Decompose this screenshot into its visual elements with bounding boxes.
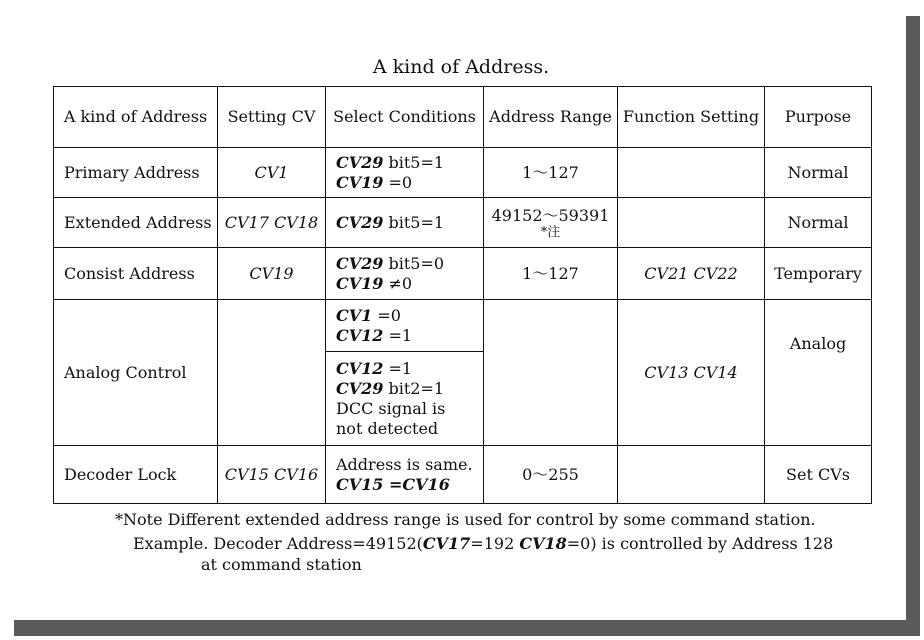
table-header-row <box>54 87 872 148</box>
consist-kind: Consist Address <box>54 248 218 300</box>
extended-kind: Extended Address <box>54 198 218 248</box>
primary-range: 1～127 <box>484 148 618 198</box>
extended-cv: CV17 CV18 <box>218 198 326 248</box>
lock-range: 0～255 <box>484 446 618 504</box>
primary-cv: CV1 <box>218 148 326 198</box>
page-title: A kind of Address. <box>372 56 550 78</box>
analog-range <box>484 300 618 446</box>
table-row <box>54 248 872 300</box>
note-line-3: at command station <box>201 555 362 574</box>
header-kind: A kind of Address <box>54 87 218 148</box>
consist-cv: CV19 <box>218 248 326 300</box>
table-row <box>54 300 872 352</box>
analog-kind: Analog Control <box>54 300 218 446</box>
primary-function <box>618 148 765 198</box>
table-row <box>54 446 872 504</box>
note-line-2: Example. Decoder Address=49152(CV17=192 CV18=0) is controlled by Address 128 <box>133 534 834 553</box>
extended-function <box>618 198 765 248</box>
analog-function: CV13 CV14 <box>618 300 765 446</box>
extended-purpose: Normal <box>765 198 872 248</box>
consist-range: 1～127 <box>484 248 618 300</box>
header-cv: Setting CV <box>218 87 326 148</box>
lock-purpose: Set CVs <box>765 446 872 504</box>
analog-conditions-a: CV1 =0 CV12 =1 <box>326 300 484 352</box>
primary-purpose: Normal <box>765 148 872 198</box>
table-row <box>54 148 872 198</box>
header-conditions: Select Conditions <box>326 87 484 148</box>
primary-conditions: CV29 bit5=1 CV19 =0 <box>326 148 484 198</box>
analog-conditions-b: CV12 =1 CV29 bit2=1 DCC signal is not detected <box>326 352 484 446</box>
header-purpose: Purpose <box>765 87 872 148</box>
primary-kind: Primary Address <box>54 148 218 198</box>
table-row <box>54 198 872 248</box>
consist-conditions: CV29 bit5=0 CV19 ≠0 <box>326 248 484 300</box>
lock-function <box>618 446 765 504</box>
consist-purpose: Temporary <box>765 248 872 300</box>
address-table <box>53 86 872 504</box>
analog-cv <box>218 300 326 446</box>
lock-kind: Decoder Lock <box>54 446 218 504</box>
consist-function: CV21 CV22 <box>618 248 765 300</box>
lock-conditions: Address is same. CV15 =CV16 <box>326 446 484 504</box>
header-function: Function Setting <box>618 87 765 148</box>
note-line-1: *Note Different extended address range is used for control by some command station. <box>115 510 816 529</box>
extended-range: 49152～59391 *注 <box>484 198 618 248</box>
lock-cv: CV15 CV16 <box>218 446 326 504</box>
analog-purpose: Analog <box>765 300 872 446</box>
extended-conditions: CV29 bit5=1 <box>326 198 484 248</box>
header-range: Address Range <box>484 87 618 148</box>
